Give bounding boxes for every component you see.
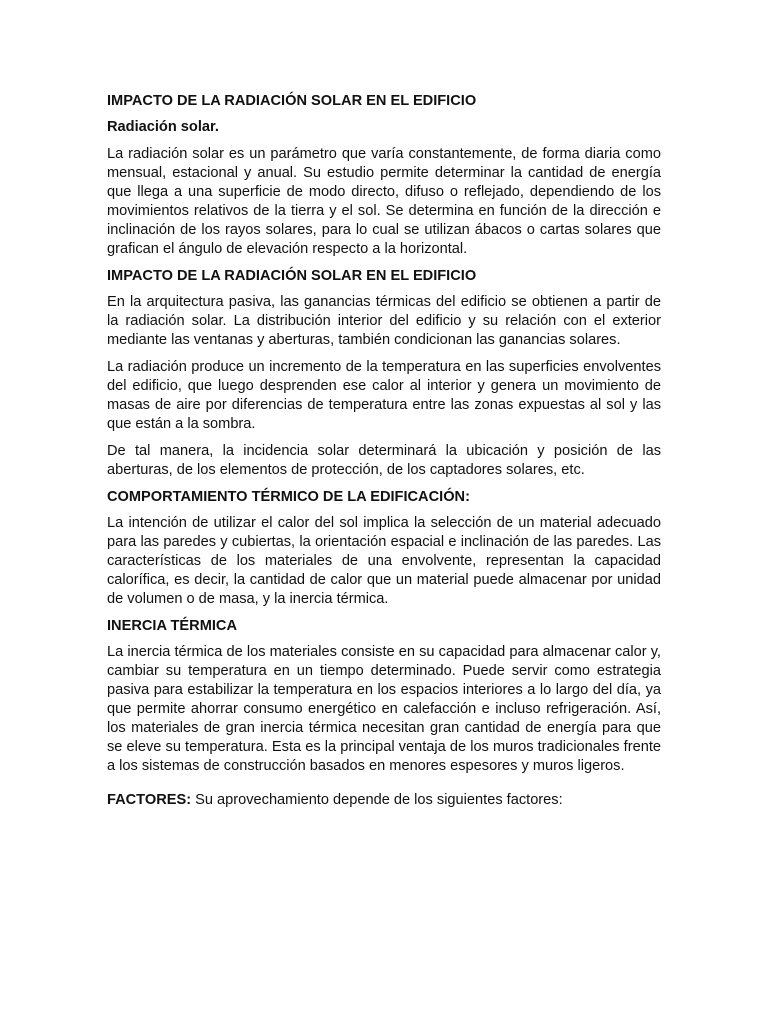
section-heading-comportamiento-termico: COMPORTAMIENTO TÉRMICO DE LA EDIFICACIÓN: <box>107 489 470 505</box>
document-title: IMPACTO DE LA RADIACIÓN SOLAR EN EL EDIFICIO <box>107 93 477 109</box>
paragraph-inercia-termica: La inercia térmica de los materiales consiste en su capacidad para almacenar calor y, cambiar su temperatura en un tiempo determinado. Puede servir como estrategia pasiva para estabilizar la temperatura en los espacios interiores a lo largo del día, ya que permite ahorrar consumo energético en calefacción e incluso refrigeración. Así, los materiales de gran inercia térmica necesitan gran cantidad de energía para que se eleve su temperatura. Esta es la principal ventaja de los muros tradicionales frente a los sistemas de construcción basados en menores espesores y muros ligeros. <box>107 644 661 774</box>
section-heading-impacto: IMPACTO DE LA RADIACIÓN SOLAR EN EL EDIFICIO <box>107 268 477 284</box>
factors-text: Su aprovechamiento depende de los siguientes factores: <box>191 792 563 808</box>
section-heading-radiacion-solar: Radiación solar. <box>107 119 219 135</box>
section-heading-inercia-termica: INERCIA TÉRMICA <box>107 618 237 634</box>
factors-line <box>107 791 661 810</box>
paragraph-arquitectura-pasiva: En la arquitectura pasiva, las ganancias térmicas del edificio se obtienen a partir de la radiación solar. La distribución interior del edificio y su relación con el exterior mediante las ventanas y aberturas, también condicionan las ganancias solares. <box>107 294 661 348</box>
factors-label: FACTORES: <box>107 792 192 808</box>
paragraph-radiacion-solar: La radiación solar es un parámetro que varía constantemente, de forma diaria como mensual, estacional y anual. Su estudio permite determinar la cantidad de energía que llega a una superficie de modo directo, difuso o reflejado, dependiendo de los movimientos relativos de la tierra y el sol. Se determina en función de la dirección e inclinación de los rayos solares, para lo cual se utilizan ábacos o cartas solares que grafican el ángulo de elevación respecto a la horizontal. <box>107 146 661 257</box>
paragraph-comportamiento-termico: La intención de utilizar el calor del sol implica la selección de un material adecuado para las paredes y cubiertas, la orientación espacial e inclinación de las paredes. Las características de los materiales de una envolvente, representan la capacidad calorífica, es decir, la cantidad de calor que un material puede almacenar por unidad de volumen o de masa, y la inercia térmica. <box>107 515 661 607</box>
paragraph-radiacion-produce: La radiación produce un incremento de la temperatura en las superficies envolventes del edificio, que luego desprenden ese calor al interior y genera un movimiento de masas de aire por diferencias de temperatura entre las zonas expuestas al sol y las que están a la sombra. <box>107 359 661 432</box>
document-body <box>107 92 661 818</box>
paragraph-incidencia-solar: De tal manera, la incidencia solar determinará la ubicación y posición de las aberturas, de los elementos de protección, de los captadores solares, etc. <box>107 443 661 478</box>
